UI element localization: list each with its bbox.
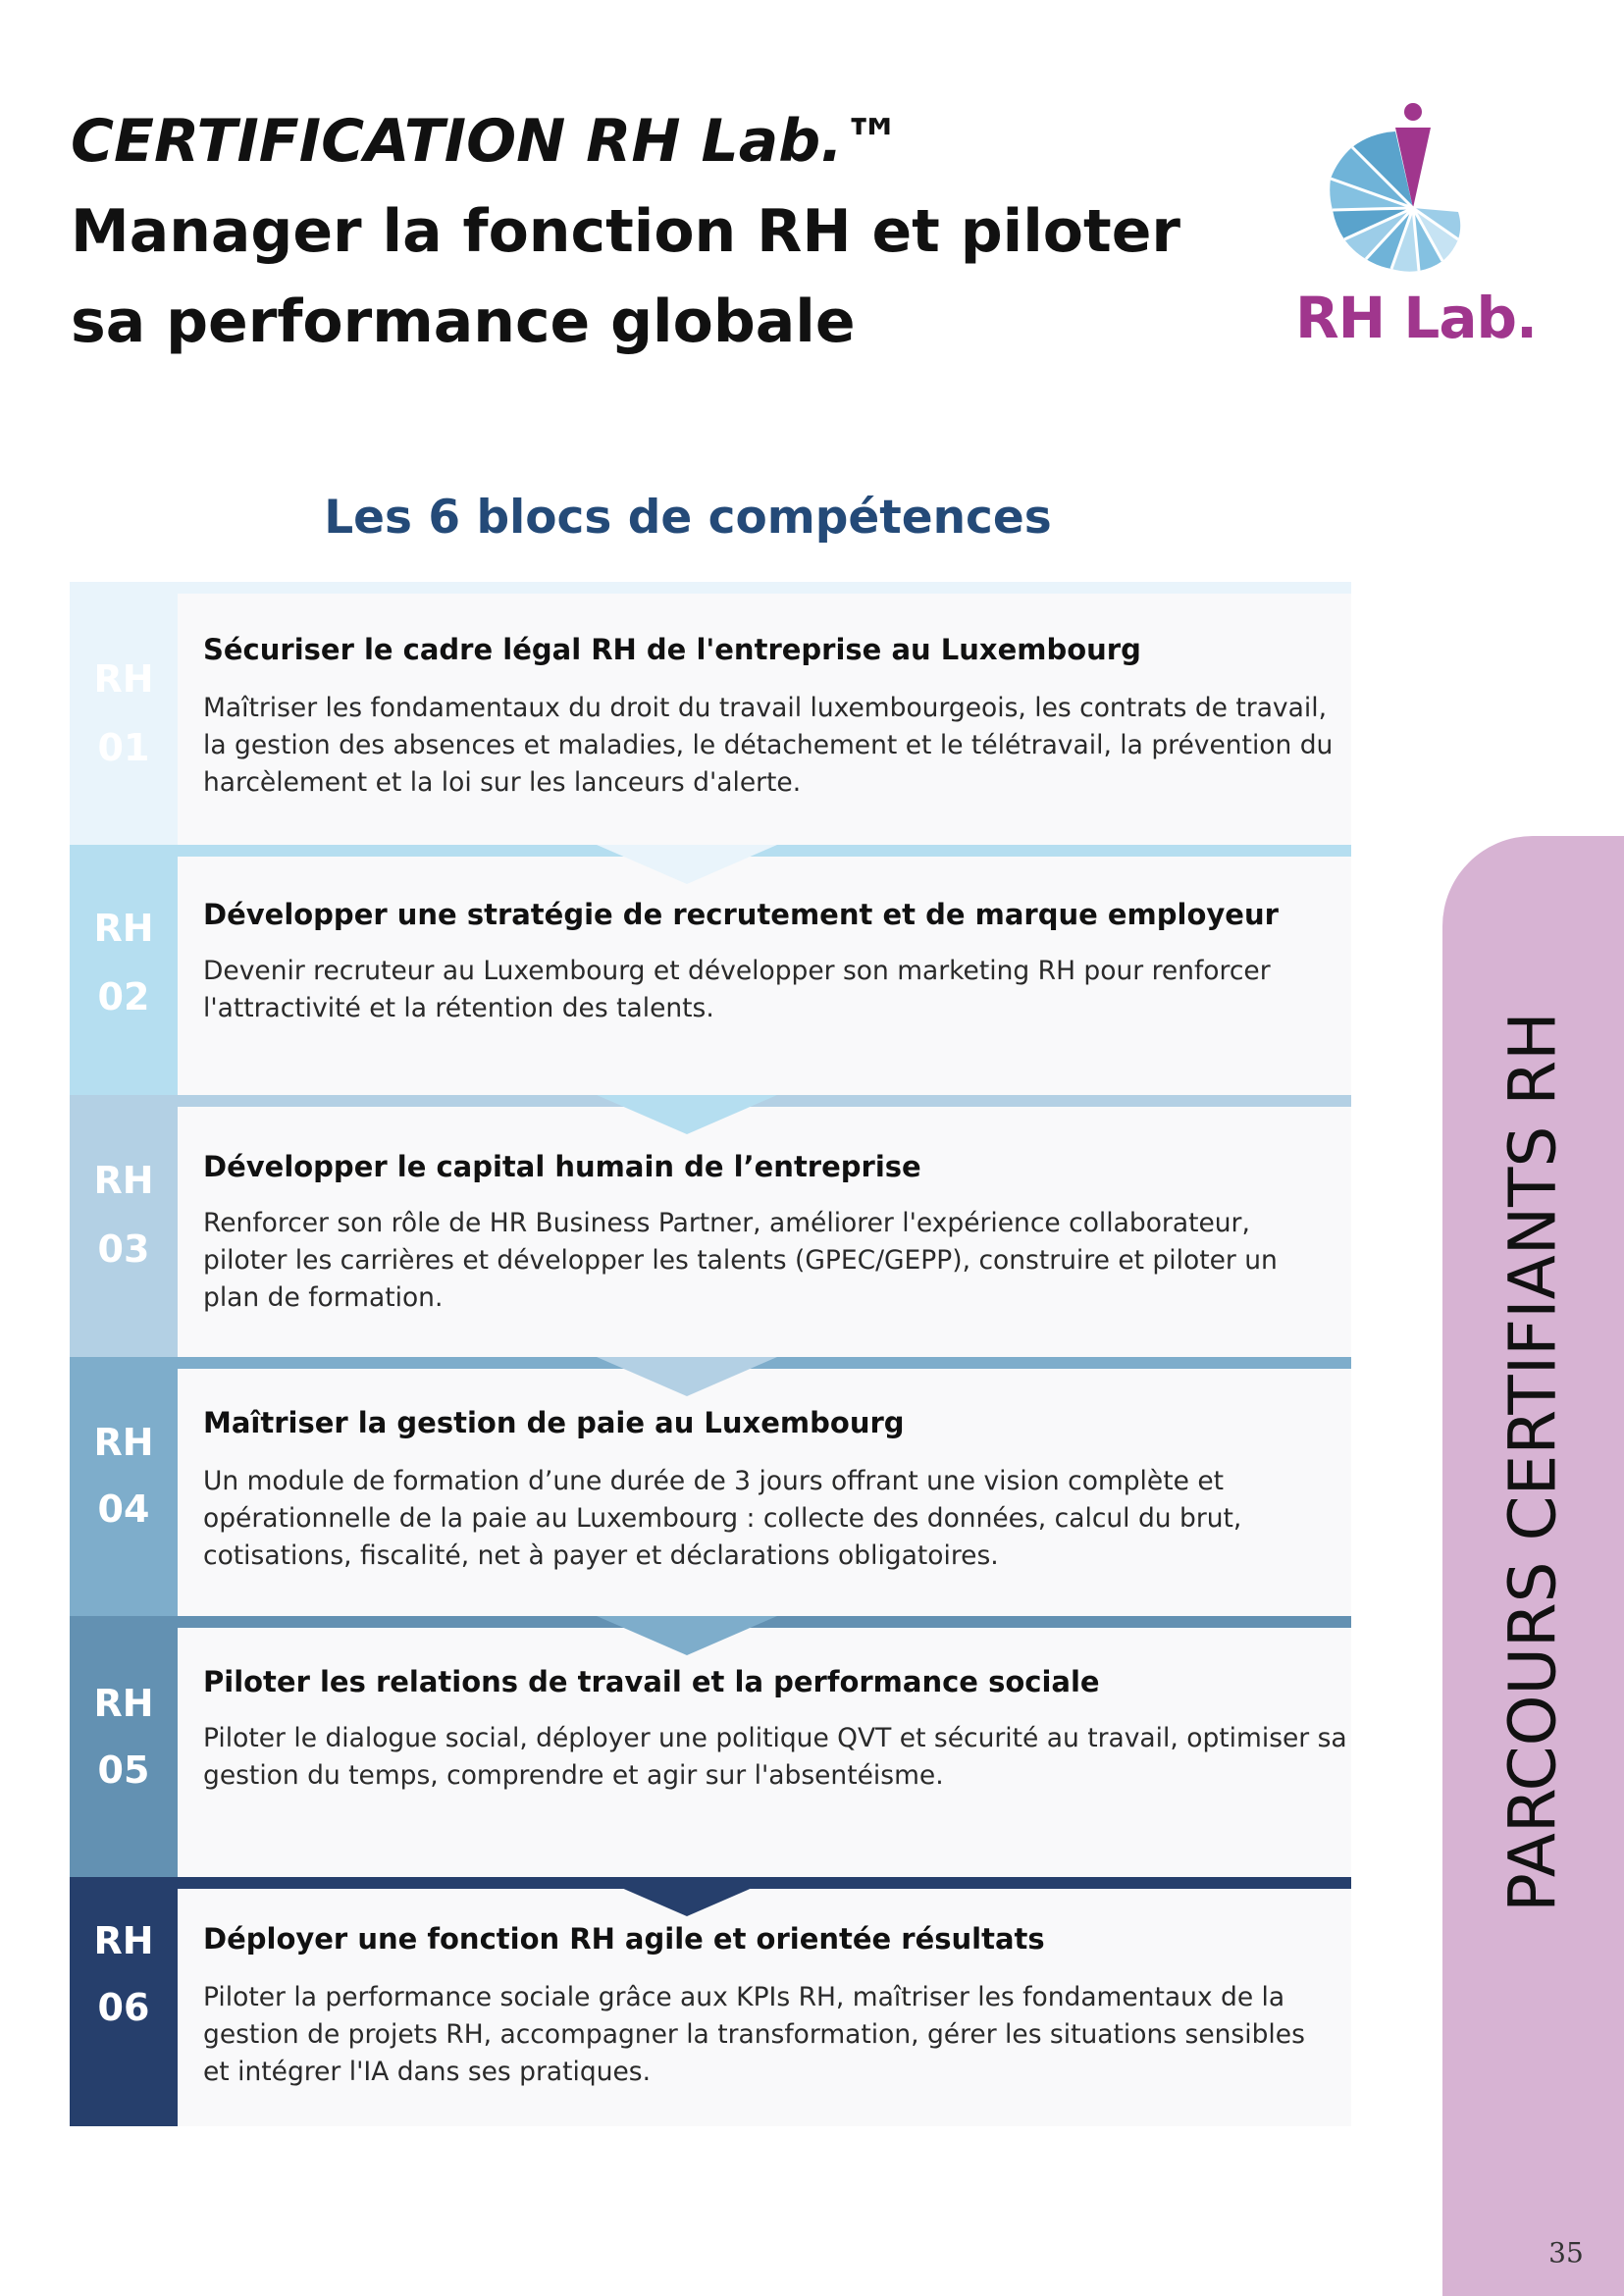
block-06-line-1: Piloter la performance sociale grâce aux KPIs RH, maîtriser les fondamentaux de la [203, 1982, 1285, 2012]
block-04-line-3: cotisations, fiscalité, net à payer et déclarations obligatoires. [203, 1540, 999, 1571]
block-03-line-2: piloter les carrières et développer les talents (GPEC/GEPP), construire et piloter un [203, 1245, 1278, 1276]
block-05-code-number: 05 [97, 1748, 150, 1792]
block-02-title: Développer une stratégie de recrutement et de marque employeur [203, 898, 1279, 931]
block-05-code-prefix: RH [93, 1682, 154, 1725]
block-06-line-2: gestion de projets RH, accompagner la transformation, gérer les situations sensibles [203, 2019, 1305, 2050]
block-04-title: Maîtriser la gestion de paie au Luxembourg [203, 1406, 905, 1439]
page-title [71, 96, 1199, 367]
block-06-code-prefix: RH [93, 1919, 154, 1962]
logo-wordmark: RH Lab. [1295, 285, 1538, 351]
block-01-code-prefix: RH [93, 657, 154, 701]
block-03-code-number: 03 [97, 1227, 150, 1271]
block-01-line-2: la gestion des absences et maladies, le détachement et le télétravail, la prévention du [203, 730, 1334, 760]
block-01-line-1: Maîtriser les fondamentaux du droit du travail luxembourgeois, les contrats de travail, [203, 693, 1327, 723]
page-number: 35 [1548, 2236, 1584, 2270]
block-03-code-prefix: RH [93, 1159, 154, 1202]
block-05-title: Piloter les relations de travail et la performance sociale [203, 1665, 1100, 1698]
side-tab-label: PARCOURS CERTIFIANTS RH [1494, 1012, 1571, 1912]
block-06-connector-arrow [597, 1877, 777, 1916]
block-03-connector-arrow [597, 1095, 777, 1134]
section-heading: Les 6 blocs de compétences [324, 491, 1052, 545]
block-02-code-number: 02 [97, 975, 150, 1018]
block-06-line-3: et intégrer l'IA dans ses pratiques. [203, 2057, 652, 2087]
title-line-3: sa performance globale [71, 287, 856, 356]
title-line-1: CERTIFICATION RH Lab.™ [71, 107, 902, 176]
block-03-line-1: Renforcer son rôle de HR Business Partner, améliorer l'expérience collaborateur, [203, 1208, 1250, 1238]
block-02-code-prefix: RH [93, 907, 154, 950]
block-01-top-bar [70, 582, 1351, 594]
block-04-code-number: 04 [97, 1487, 150, 1531]
block-02-line-1: Devenir recruteur au Luxembourg et développer son marketing RH pour renforcer [203, 956, 1271, 986]
block-06-title: Déployer une fonction RH agile et orientée résultats [203, 1922, 1045, 1956]
block-05-line-2: gestion du temps, comprendre et agir sur l'absentéisme. [203, 1760, 944, 1791]
block-01-line-3: harcèlement et la loi sur les lanceurs d'alerte. [203, 767, 802, 798]
block-02-line-2: l'attractivité et la rétention des talents. [203, 993, 714, 1023]
block-04-line-1: Un module de formation d’une durée de 3 jours offrant une vision complète et [203, 1466, 1225, 1496]
block-06-code-number: 06 [97, 1986, 150, 2029]
block-04-line-2: opérationnelle de la paie au Luxembourg : collecte des données, calcul du brut, [203, 1503, 1242, 1534]
block-01-code-number: 01 [97, 726, 150, 769]
block-02-connector-arrow [597, 845, 777, 884]
block-03-line-3: plan de formation. [203, 1282, 444, 1313]
block-01-title: Sécuriser le cadre légal RH de l'entreprise au Luxembourg [203, 633, 1141, 666]
block-05-line-1: Piloter le dialogue social, déployer une politique QVT et sécurité au travail, optimiser sa [203, 1723, 1347, 1753]
block-04-code-prefix: RH [93, 1421, 154, 1464]
block-05-connector-arrow [597, 1616, 777, 1655]
block-04-connector-arrow [597, 1357, 777, 1396]
title-line-2: Manager la fonction RH et piloter [71, 197, 1180, 266]
block-03-title: Développer le capital humain de l’entreprise [203, 1150, 921, 1183]
